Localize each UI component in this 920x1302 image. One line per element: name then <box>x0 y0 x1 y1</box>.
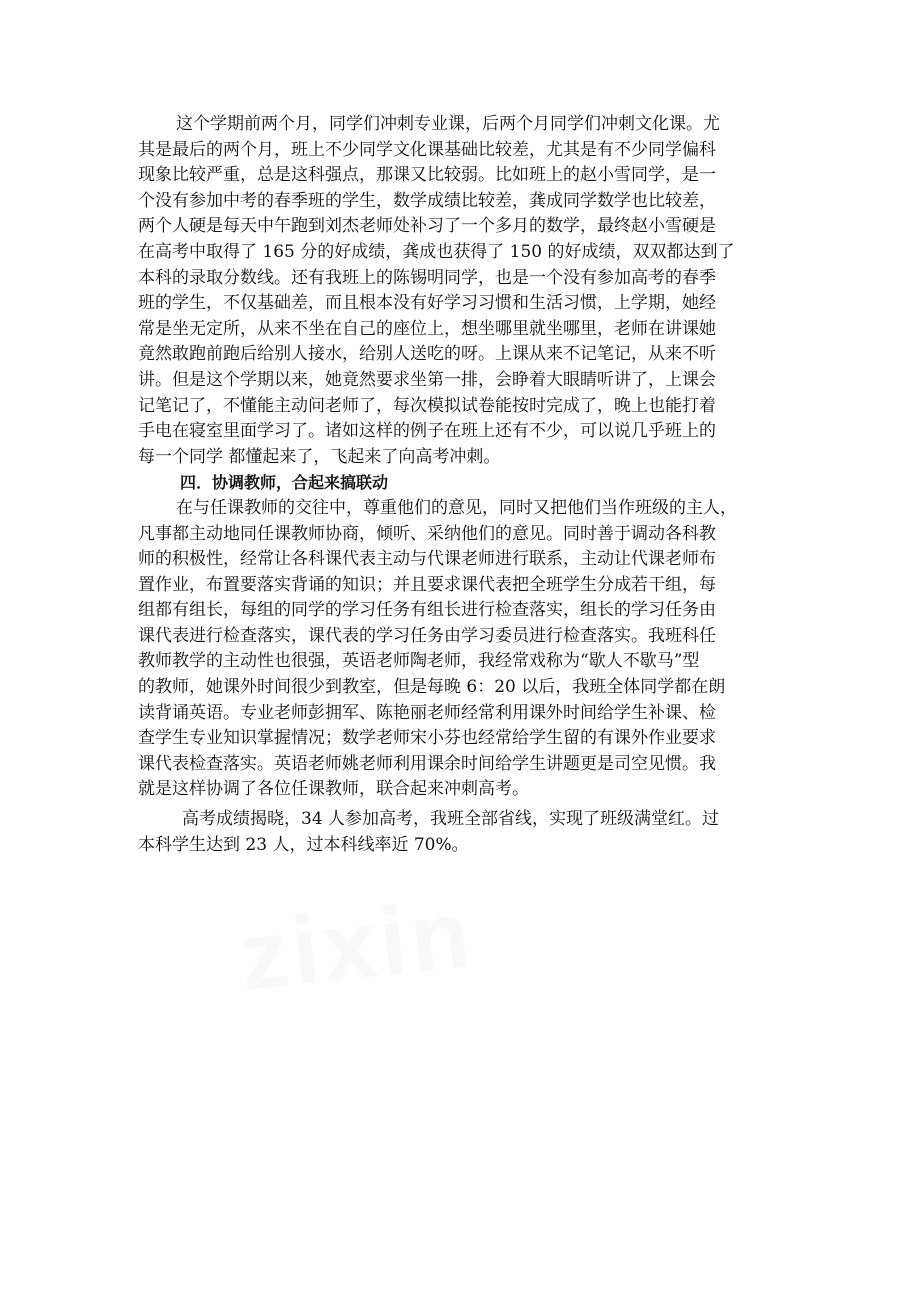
text-line: 竟然敢跑前跑后给别人接水，给别人送吃的呀。上课从来不记笔记，从来不听 <box>138 344 716 365</box>
text-line: 查学生专业知识掌握情况；数学老师宋小芬也经常给学生留的有课外作业要求 <box>138 728 716 749</box>
text-line: 师的积极性，经常让各科课代表主动与代课老师进行联系，主动让代课老师布 <box>138 549 716 570</box>
text-line: 记笔记了，不懂能主动问老师了，每次模拟试卷能按时完成了，晚上也能打着 <box>138 395 716 416</box>
text-line: 教师教学的主动性也很强，英语老师陶老师，我经常戏称为“歇人不歇马”型 <box>138 651 700 672</box>
text-line: 手电在寝室里面学习了。诸如这样的例子在班上还有不少，可以说几乎班上的 <box>138 421 716 442</box>
text-line: 课代表进行检查落实，课代表的学习任务由学习委员进行检查落实。我班科任 <box>138 625 716 646</box>
text-line: 在与任课教师的交往中，尊重他们的意见，同时又把他们当作班级的主人， <box>176 497 737 518</box>
text-line: 常是坐无定所，从来不坐在自己的座位上，想坐哪里就坐哪里，老师在讲课她 <box>138 318 716 339</box>
text-line: 课代表检查落实。英语老师姚老师利用课余时间给学生讲题更是司空见惯。我 <box>138 753 716 774</box>
text-line: 现象比较严重，总是这科强点，那课又比较弱。比如班上的赵小雪同学，是一 <box>138 165 716 186</box>
text-line: 本科的录取分数线。还有我班上的陈锡明同学，也是一个没有参加高考的春季 <box>138 267 716 288</box>
text-line: 讲。但是这个学期以来，她竟然要求坐第一排，会睁着大眼睛听讲了，上课会 <box>138 369 716 390</box>
section-heading: 四．协调教师，合起来搞联动 <box>180 473 389 493</box>
text-line: 就是这样协调了各位任课教师，联合起来冲刺高考。 <box>138 779 529 800</box>
paragraph-2 <box>138 496 796 803</box>
text-line: 这个学期前两个月，同学们冲刺专业课，后两个月同学们冲刺文化课。尤 <box>176 114 720 134</box>
text-line: 读背诵英语。专业老师彭拥军、陈艳丽老师经常利用课外时间给学生补课、检 <box>138 702 716 723</box>
text-line: 其是最后的两个月，班上不少同学文化课基础比较差，尤其是有不少同学偏科 <box>138 139 716 160</box>
text-line: 凡事都主动地同任课教师协商，倾听、采纳他们的意见。同时善于调动各科教 <box>138 523 716 544</box>
text-line: 本科学生达到 23 人，过本科线率近 70%。 <box>138 834 469 855</box>
text-line: 每一个同学 都懂起来了，飞起来了向高考冲刺。 <box>138 446 501 467</box>
text-line: 组都有组长，每组的同学的学习任务有组长进行检查落实，组长的学习任务由 <box>138 600 716 621</box>
paragraph-3 <box>138 807 796 858</box>
text-line: 班的学生，不仅基础差，而且根本没有好学习习惯和生活习惯，上学期，她经 <box>138 293 716 314</box>
text-line: 在高考中取得了 165 分的好成绩，龚成也获得了 150 的好成绩，双双都达到了 <box>138 241 735 262</box>
text-line: 置作业，布置要落实背诵的知识；并且要求课代表把全班学生分成若干组，每 <box>138 574 716 595</box>
document-body <box>138 112 796 858</box>
text-line: 高考成绩揭晓，34 人参加高考，我班全部省线，实现了班级满堂红。过 <box>182 809 720 830</box>
text-line: 两个人硬是每天中午跑到刘杰老师处补习了一个多月的数学，最终赵小雪硬是 <box>138 216 716 237</box>
text-line: 的教师，她课外时间很少到教室，但是每晚 6：20 以后，我班全体同学都在朗 <box>138 677 726 698</box>
paragraph-1 <box>138 112 796 470</box>
text-line: 个没有参加中考的春季班的学生，数学成绩比较差，龚成同学数学也比较差， <box>138 190 716 211</box>
watermark <box>235 857 685 1022</box>
